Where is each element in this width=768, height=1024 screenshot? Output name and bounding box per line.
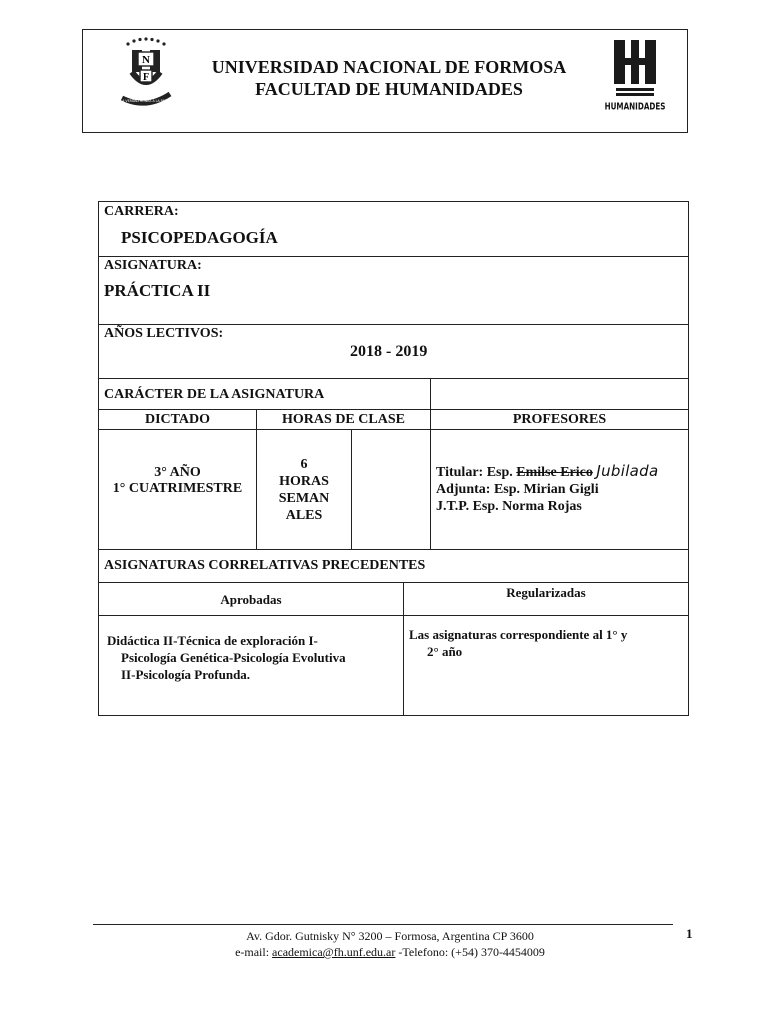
anios-label: AÑOS LECTIVOS: [104, 326, 224, 341]
university-name: UNIVERSIDAD NACIONAL DE FORMOSA [211, 57, 567, 77]
caracter-label: CARÁCTER DE LA ASIGNATURA [104, 387, 325, 402]
dictado-term: 1° CUATRIMESTRE [112, 481, 243, 496]
correlativas-title-row [98, 549, 689, 583]
titular-handwritten-note: Jubilada [596, 462, 659, 480]
aprobadas-header [98, 582, 404, 616]
horas-extra-cell [351, 429, 431, 550]
svg-text:HUMANIDADES: HUMANIDADES [604, 101, 666, 113]
aprobadas-line: II-Psicología Profunda. [121, 667, 251, 682]
correlativas-title: ASIGNATURAS CORRELATIVAS PRECEDENTES [104, 558, 426, 573]
horas-header [256, 409, 431, 430]
regularizadas-label: Regularizadas [506, 585, 586, 600]
footer [150, 928, 630, 960]
svg-text:N: N [142, 54, 150, 66]
footer-rule [93, 924, 673, 925]
regularizadas-cell [403, 615, 689, 716]
profesor-adjunta: Adjunta: Esp. Mirian Gigli [436, 482, 599, 497]
regularizadas-line: 2° año [427, 644, 463, 659]
university-logo [118, 36, 174, 108]
horas-ales: ALES [285, 508, 323, 523]
titular-prefix: Titular: Esp. [436, 465, 513, 480]
email-prefix: e-mail: [235, 945, 273, 959]
carrera-label: CARRERA: [104, 204, 179, 219]
horas-cell [256, 429, 352, 550]
footer-phone: -Telefono: (+54) 370-4454009 [395, 945, 545, 959]
horas-header-text: HORAS DE CLASE [282, 412, 405, 427]
email-link[interactable]: academica@fh.unf.edu.ar [272, 945, 396, 959]
titular-name: Emilse Erico [516, 465, 593, 480]
aprobadas-line: Didáctica II-Técnica de exploración I- [107, 633, 318, 648]
dictado-cell [98, 429, 257, 550]
regularizadas-line: Las asignaturas correspondiente al 1° y [409, 627, 628, 642]
horas-seman: SEMAN [278, 491, 330, 506]
horas-word: HORAS [279, 474, 329, 489]
profesores-header-text: PROFESORES [512, 412, 607, 427]
anios-value: 2018 - 2019 [350, 343, 428, 360]
caracter-label-cell [98, 378, 431, 410]
asignatura-row [98, 256, 689, 325]
asignatura-value: PRÁCTICA II [104, 281, 211, 300]
dictado-year: 3° AÑO [154, 465, 201, 480]
horas-number: 6 [300, 457, 308, 472]
profesores-header [430, 409, 689, 430]
caracter-value-cell [430, 378, 689, 410]
faculty-name: FACULTAD DE HUMANIDADES [255, 79, 523, 99]
aprobadas-line: Psicología Genética-Psicología Evolutiva [121, 650, 346, 665]
svg-text:F: F [142, 72, 150, 83]
aprobadas-cell [98, 615, 404, 716]
dictado-header [98, 409, 257, 430]
svg-text:LA VERDAD HONRA A LA PATRIA: LA VERDAD HONRA A LA PATRIA [120, 99, 172, 103]
page-number: 1 [686, 926, 693, 941]
asignatura-label: ASIGNATURA: [104, 258, 202, 273]
profesor-jtp: J.T.P. Esp. Norma Rojas [436, 499, 582, 514]
aprobadas-label: Aprobadas [220, 592, 282, 607]
anios-row [98, 324, 689, 379]
dictado-header-text: DICTADO [144, 412, 211, 427]
carrera-value: PSICOPEDAGOGÍA [121, 228, 278, 247]
profesores-cell [430, 429, 689, 550]
profesor-titular [436, 463, 658, 481]
footer-address: Av. Gdor. Gutnisky N° 3200 – Formosa, Argentina CP 3600 [246, 929, 534, 943]
regularizadas-header [403, 582, 689, 616]
institution-title [170, 56, 608, 100]
carrera-row [98, 201, 689, 257]
faculty-logo [604, 38, 666, 114]
footer-contact [150, 944, 630, 960]
